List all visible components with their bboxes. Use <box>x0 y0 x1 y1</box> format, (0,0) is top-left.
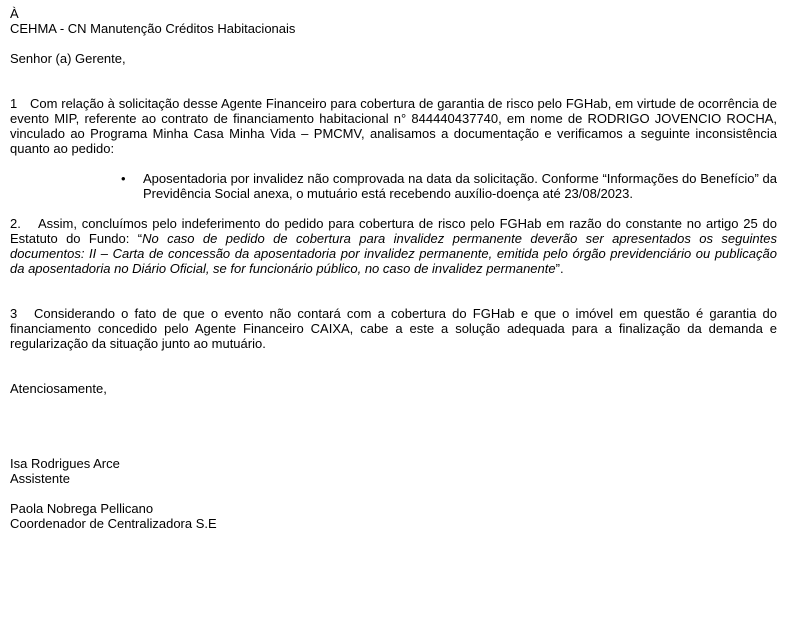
paragraph-3 <box>10 306 777 351</box>
bullet-text: Aposentadoria por invalidez não comprovada na data da solicitação. Conforme “Informações do Benefício” da Previdência Social anexa, o mutuário está recebendo auxílio-doença até 23/08/2023. <box>143 171 777 201</box>
paragraph-1 <box>10 96 777 156</box>
paragraph-2-end: ”. <box>555 261 564 276</box>
signature-1-name: Isa Rodrigues Arce <box>10 456 120 471</box>
paragraph-3-number: 3 <box>10 306 18 321</box>
paragraph-1-number: 1 <box>10 96 18 111</box>
salutation: Senhor (a) Gerente, <box>10 51 126 66</box>
paragraph-2 <box>10 216 777 276</box>
inconsistency-bullet <box>121 171 777 201</box>
letter-document <box>10 6 777 531</box>
signature-1-title: Assistente <box>10 471 70 486</box>
closing: Atenciosamente, <box>10 381 107 396</box>
recipient-prefix: À <box>10 6 19 21</box>
signature-2-name: Paola Nobrega Pellicano <box>10 501 154 516</box>
paragraph-3-text: Considerando o fato de que o evento não contará com a cobertura do FGHab e que o imóvel em questão é garantia do financiamento concedido pelo Agente Financeiro CAIXA, cabe a este a solução adequada para a finalização da demanda e regularização da situação junto ao mutuário. <box>10 306 777 351</box>
bullet-icon: • <box>121 171 126 186</box>
paragraph-2-text: Assim, concluímos pelo indeferimento do pedido para cobertura de risco pelo FGHab em razão do constante no artigo 25 do Estatuto do Fundo: “ <box>10 216 777 246</box>
recipient-name: CEHMA - CN Manutenção Créditos Habitacionais <box>10 21 296 36</box>
paragraph-1-text: Com relação à solicitação desse Agente Financeiro para cobertura de garantia de risco pelo FGHab, em virtude de ocorrência de evento MIP, referente ao contrato de financiamento habitacional n° 844440437740, em nome de RODRIGO JOVENCIO ROCHA, vinculado ao Programa Minha Casa Minha Vida – PMCMV, analisamos a documentação e verificamos a seguinte inconsistência quanto ao pedido: <box>10 96 777 156</box>
paragraph-2-quote: No caso de pedido de cobertura para invalidez permanente deverão ser apresentados os seguintes documentos: II – Carta de concessão da aposentadoria por invalidez permanente, emitida pelo órgão previdenciário ou publicação da aposentadoria no Diário Oficial, se for funcionário público, no caso de invalidez permanente <box>10 231 778 276</box>
paragraph-2-number: 2. <box>10 216 21 231</box>
signature-2-title: Coordenador de Centralizadora S.E <box>10 516 217 531</box>
